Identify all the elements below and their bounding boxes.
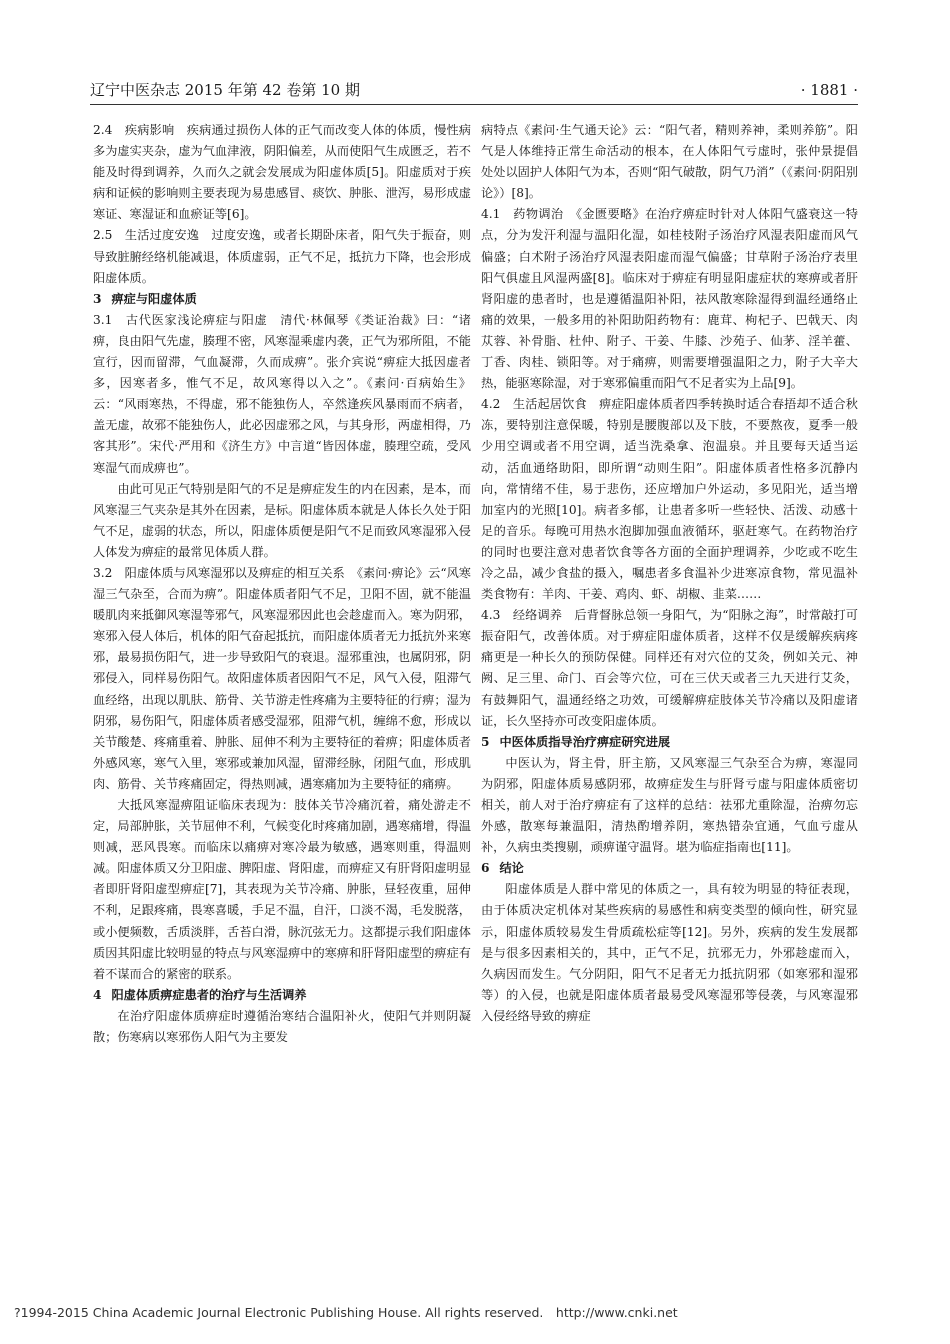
paragraph: 中医认为，肾主骨，肝主筋，又风寒湿三气杂至合为痹，寒湿同为阴邪，阳虚体质易感阴邪，故痹症发生与肝肾亏虚与阳虚体质密切相关，前人对于治疗痹症有了这样的总结：祛邪尤重除湿，治痹勿忘外感，散寒每兼温阳，清热酌增养阴，寒热错杂宜通，气血亏虚从补，久病虫类搜剔，顽痹谨守温肾。堪为临症指南也[11]。 [481,755,858,855]
left-column [93,120,471,1048]
section-number: 3 [93,291,102,306]
section-title: 结论 [499,861,524,876]
paragraph: 病特点《素问·生气通天论》云：“阳气者，精则养神，柔则养筋”。阳气是人体维持正常生命活动的根本，在人体阳气亏虚时，张仲景提倡处处以固护人体阳气为本，否则“阳气破散，阴气乃消”（《素问·阴阳别论》）[8]。 [481,123,858,201]
section-title: 阳虚体质痹症患者的治疗与生活调养 [111,987,307,1002]
paragraph: 2.5 生活过度安逸 过度安逸，或者长期卧床者，阳气失于振奋，则导致脏腑经络机能减退，体质虚弱，正气不足，抵抗力下降，也会形成阳虚体质。 [93,228,471,285]
section-heading [93,289,471,310]
copyright-footer: ?1994-2015 China Academic Journal Electronic Publishing House. All rights reserved. http://www.cnki.net [14,1305,678,1320]
section-number: 6 [481,861,490,876]
paragraph: 4.3 经络调养 后背督脉总领一身阳气，为“阳脉之海”，时常敲打可振奋阳气，改善体质。对于痹症阳虚体质者，这样不仅是缓解疾病疼痛更是一种长久的预防保健。同样还有对穴位的艾灸，例如关元、神阙、足三里、命门、百会等穴位，可在三伏天或者三九天进行艾灸，有鼓舞阳气，温通经络之功效，可缓解痹症肢体关节冷痛以及阳虚诸证，长久坚持亦可改变阳虚体质。 [481,608,858,728]
section-title: 中医体质指导治疗痹症研究进展 [499,734,671,749]
paragraph: 2.4 疾病影响 疾病通过损伤人体的正气而改变人体的体质，慢性病多为虚实夹杂，虚为气血津液，阴阳偏差，从而使阳气生成匮乏，若不能及时得到调养，久而久之就会发展成为阳虚体质[5]。阳虚质对于疾病和证候的影响则主要表现为易患感冒、痰饮、肿胀、泄泻，易形成虚寒证、寒湿证和血瘀证等[6]。 [93,123,471,222]
paragraph: 4.1 药物调治 《金匮要略》在治疗痹症时针对人体阳气盛衰这一特点，分为发汗利湿与温阳化湿，如桂枝附子汤治疗风湿表阳虚而风气偏盛；白术附子汤治疗风湿表阳虚而湿气偏盛；甘草附子汤治疗表里阳气俱虚且风湿两盛[8]。临床对于痹症有明显阳虚症状的寒痹或者肝肾阳虚的患者时，也是遵循温阳补阳，祛风散寒除湿得到温经通络止痛的效果，一般多用的补阳助阳药物有：鹿茸、枸杞子、巴戟天、肉苁蓉、补骨脂、杜仲、附子、干姜、牛膝、沙苑子、仙茅、淫羊藿、丁香、肉桂、锁阳等。对于痛痹，则需要增强温阳之力，附子大辛大热，能驱寒除湿，对于寒邪偏重而阳气不足者实为上品[9]。 [481,207,858,391]
section-heading [481,858,858,879]
paragraph: 阳虚体质是人群中常见的体质之一，具有较为明显的特征表现，由于体质决定机体对某些疾病的易感性和病变类型的倾向性，研究显示，阳虚体质较易发生骨质疏松症等[12]。另外，疾病的发生发展都是与很多因素相关的，其中，正气不足，抗邪无力，外邪趁虚而入，久病因而发生。气分阴阳，阳气不足者无力抵抗阴邪（如寒邪和湿邪等）的入侵，也就是阳虚体质者最易受风寒湿邪等侵袭，与风寒湿邪入侵经络导致的痹症 [481,882,858,1023]
running-header [90,78,858,105]
section-heading [481,732,858,753]
section-number: 4 [93,987,102,1002]
journal-title: 辽宁中医杂志 2015 年第 42 卷第 10 期 [90,81,360,99]
paragraph: 由此可见正气特别是阳气的不足是痹症发生的内在因素，是本，而风寒湿三气夹杂是其外在因素，是标。阳虚体质本就是人体长久处于阳气不足，虚弱的状态，所以，阳虚体质便是阳气不足而致风寒湿邪入侵人体发为痹症的最常见体质人群。 [93,481,471,559]
paragraph: 3.2 阳虚体质与风寒湿邪以及痹症的相互关系 《素问·痹论》云“风寒湿三气杂至，合而为痹”。阳虚体质者阳气不足，卫阳不固，就不能温暖肌肉来抵御风寒湿等邪气，风寒湿邪因此也会趁虚而入。寒为阴邪，寒邪入侵人体后，机体的阳气奋起抵抗，而阳虚体质者无力抵抗外来寒邪，最易损伤阳气，进一步导致阳气的衰退。湿邪重浊，也属阴邪，阴邪侵入，同样易伤阳气。故阳虚体质者因阳气不足，风气入侵，阻滞气血经络，出现以肌肤、筋骨、关节游走性疼痛为主要特征的行痹；湿为阴邪，易伤阳气，阳虚体质者感受湿邪，阻滞气机，缠绵不愈，形成以关节酸楚、疼痛重着、肿胀、屈伸不利为主要特征的着痹；阳虚体质者外感风寒，寒气入里，寒邪或兼加风湿，留滞经脉，闭阻气血，形成肌肉、筋骨、关节疼痛固定，得热则减，遇寒痛加为主要特征的痛痹。 [93,565,471,791]
paragraph: 3.1 古代医家浅论痹症与阳虚 清代·林佩琴《类证治裁》曰：“诸痹，良由阳气先虚，腠理不密，风寒湿乘虚内袭，正气为邪所阻，不能宣行，因而留滞，气血凝滞，久而成痹”。张介宾说“痹症大抵因虚者多，因寒者多，惟气不足，故风寒得以入之”。《素问·百病始生》云：“风雨寒热，不得虚，邪不能独伤人，卒然逢疾风暴雨而不病者，盖无虚，故邪不能独伤人，此必因虚邪之风，与其身形，两虚相得，乃客其形”。宋代·严用和《济生方》中言道“皆因体虚，腠理空疏，受风寒湿气而成痹也”。 [93,312,471,475]
paragraph: 在治疗阳虚体质痹症时遵循治寒结合温阳补火，使阳气并则阴凝散；伤寒病以寒邪伤人阳气为主要发 [93,1008,471,1045]
paragraph: 4.2 生活起居饮食 痹症阳虚体质者四季转换时适合春捂却不适合秋冻，要特别注意保暖，特别是腰腹部以及下肢，不要熬夜，夏季一般少用空调或者不用空调，适当洗桑拿、泡温泉。并且要每天适当运动，活血通络助阳，即所谓“动则生阳”。阳虚体质者性格多沉静内向，常情绪不佳，易于悲伤，还应增加户外运动，多见阳光，适当增加室内的光照[10]。病者多郁，让患者多听一些轻快、活泼、动感十足的音乐。每晚可用热水泡脚加强血液循环，驱赶寒气。在药物治疗的同时也要注意对患者饮食等各方面的全面护理调养，少吃或不吃生冷之品，减少食盐的摄入，嘱患者多食温补少进寒凉食物，常见温补类食物有：羊肉、干姜、鸡肉、虾、胡椒、韭菜…… [481,397,858,602]
section-heading [93,985,471,1006]
section-number: 5 [481,734,490,749]
paragraph: 大抵风寒湿痹阻证临床表现为：肢体关节冷痛沉着，痛处游走不定，局部肿胀，关节屈伸不利，气候变化时疼痛加剧，遇寒痛增，得温则减，恶风畏寒。而临床以痛痹对寒冷最为敏感，遇寒则重，得温则减。阳虚体质又分卫阳虚、脾阳虚、肾阳虚，而痹症又有肝肾阳虚明显者即肝肾阳虚型痹症[7]，其表现为关节冷痛、肿胀，昼轻夜重，屈伸不利，足跟疼痛，畏寒喜暖，手足不温，自汗，口淡不渴，毛发脱落，或小便频数，舌质淡胖，舌苔白滑，脉沉弦无力。这都提示我们阳虚体质因其阳虚比较明显的特点与风寒湿痹中的寒痹和肝肾阳虚型的痹症有着不谋而合的紧密的联系。 [93,798,471,981]
right-column [481,120,858,1027]
section-title: 痹症与阳虚体质 [111,291,197,306]
page-number: · 1881 · [800,81,858,99]
